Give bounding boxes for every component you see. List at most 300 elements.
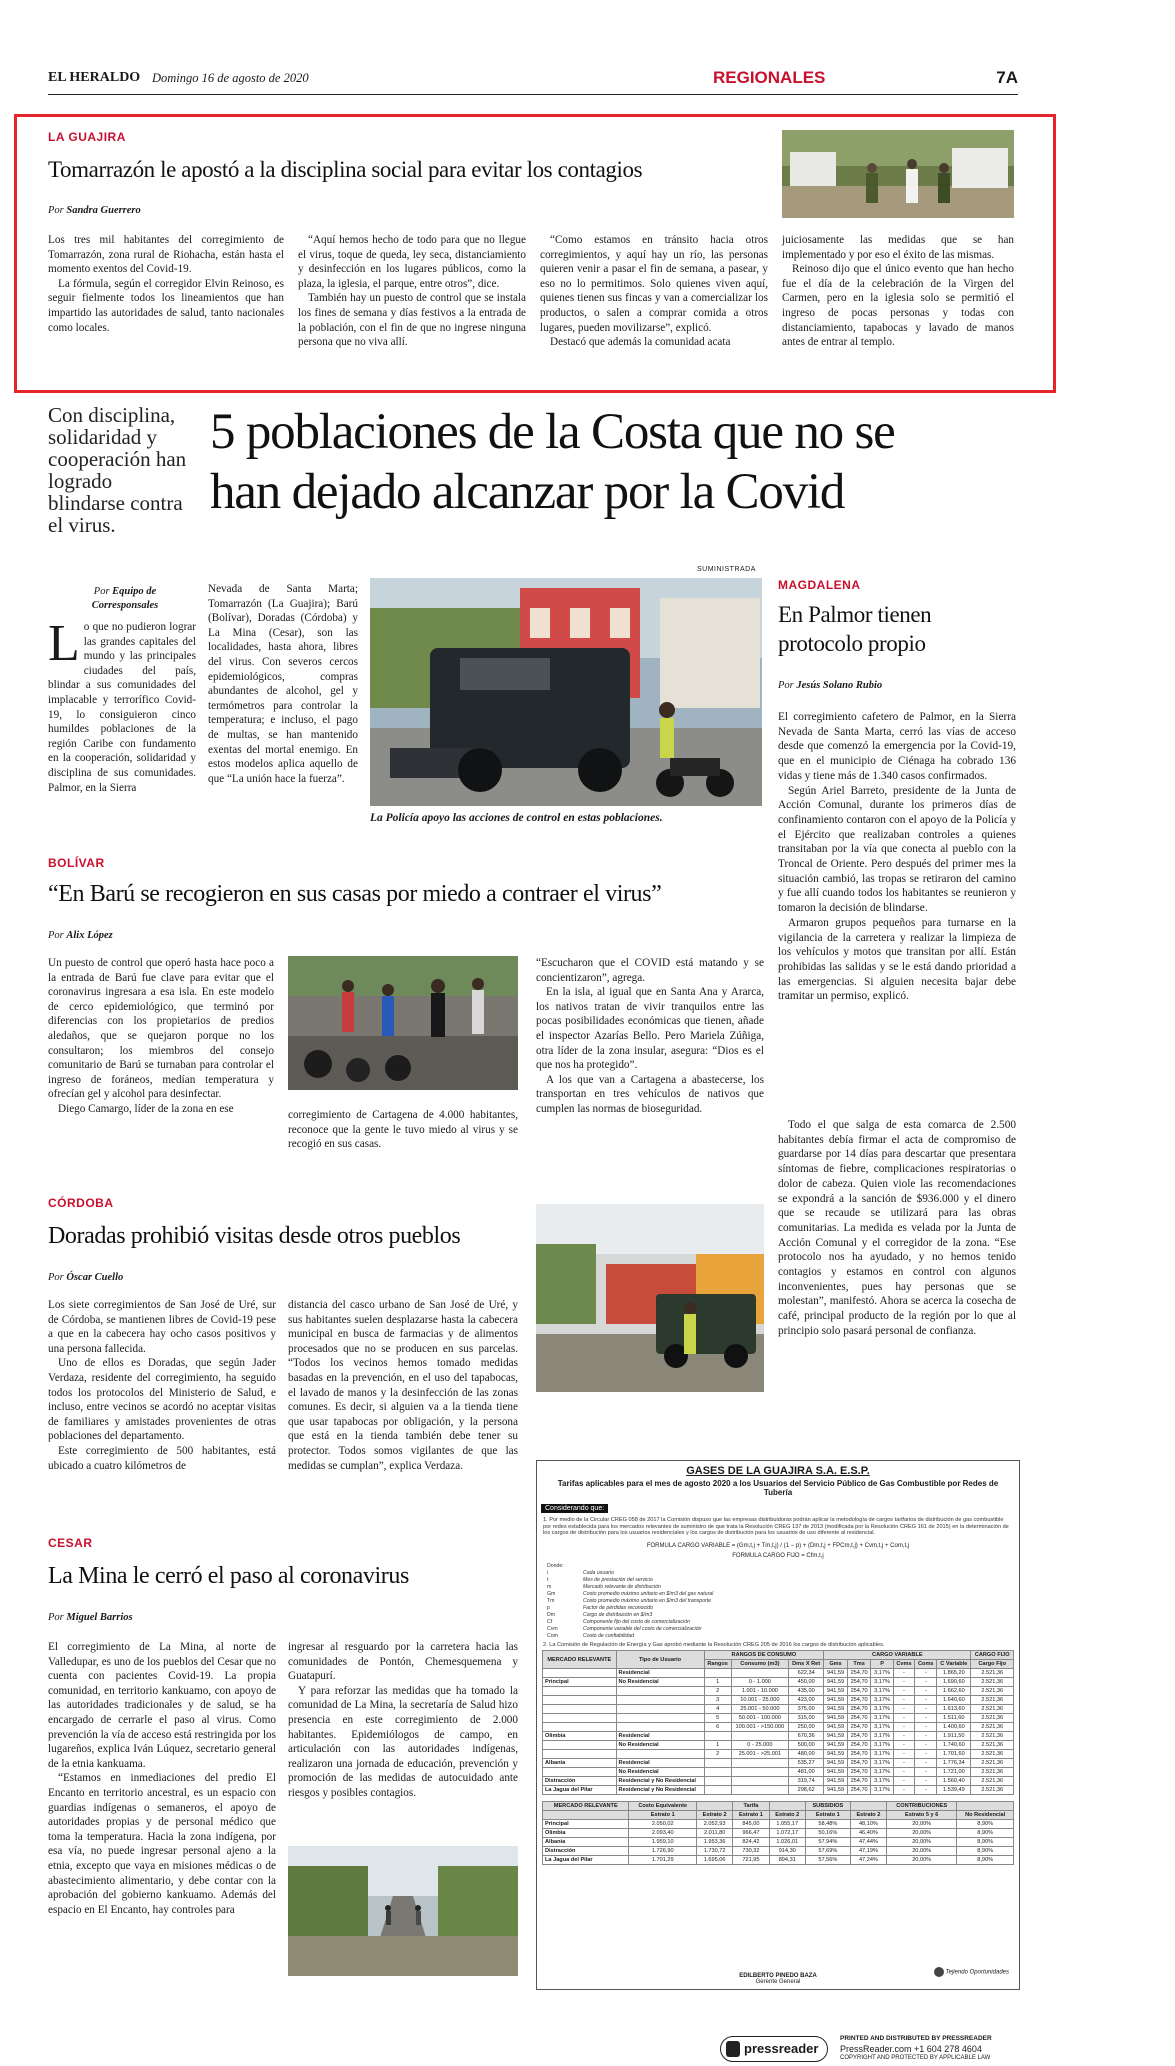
table-cell: Principal bbox=[543, 1820, 629, 1829]
table-row bbox=[543, 1669, 1014, 1678]
table-cell: SUBSIDIOS bbox=[805, 1802, 850, 1811]
gas-subsidy-table bbox=[542, 1801, 1014, 1865]
th-rangos: RANGOS DE CONSUMO bbox=[704, 1651, 824, 1660]
table-cell: Estrato 1 bbox=[733, 1811, 769, 1820]
table-cell: 941,59 bbox=[824, 1687, 848, 1696]
table-cell: 3,17% bbox=[871, 1732, 893, 1741]
table-cell: Estrato 2 bbox=[850, 1811, 886, 1820]
table-cell: 1.662,60 bbox=[937, 1687, 971, 1696]
th-cf: Cargo Fijo bbox=[971, 1660, 1014, 1669]
pressreader-icon bbox=[726, 2041, 740, 2057]
table-row bbox=[543, 1820, 1014, 1829]
guajira-headline: Tomarrazón le apostó a la disciplina social para evitar los contagios bbox=[48, 157, 643, 182]
baru-col-2 bbox=[288, 1108, 518, 1152]
baru-byline bbox=[48, 930, 113, 941]
pressreader-brand: pressreader bbox=[744, 2041, 819, 2056]
table-cell: 450,00 bbox=[789, 1678, 824, 1687]
table-cell: 894,31 bbox=[769, 1856, 805, 1865]
gas-var-symbol: Com bbox=[547, 1632, 558, 1639]
table-cell: No Residencial bbox=[616, 1741, 704, 1750]
table-cell: 1.690,60 bbox=[937, 1678, 971, 1687]
masthead-rule bbox=[48, 94, 1018, 95]
guajira-section-label: LA GUAJIRA bbox=[48, 130, 126, 144]
table-cell: 3,17% bbox=[871, 1741, 893, 1750]
gas-var-symbol: Cf bbox=[547, 1618, 553, 1625]
table-cell: - bbox=[915, 1696, 937, 1705]
paragraph: Según Ariel Barreto, presidente de la Junta de Acción Comunal, durante los primeros días de confinamiento contaron con el apoyo de la Policía y el Ejército que realizaban controles a quienes transitaban por la vía que conecta al pueblo con la Troncal de Oriente. Pero después del primer mes la situación cambió, las tropas se retiraron del camino y fue allí cuando todos los habitantes se reunieron y tomaron la decisión de blindarse. bbox=[778, 784, 1016, 915]
paragraph: ingresar al resguardo por la carretera hacia las comunidades de Pontón, Chemesquemena y Guatapurí. bbox=[288, 1641, 518, 1683]
main-byline bbox=[60, 585, 190, 613]
table-cell: La Jagua del Pilar bbox=[543, 1856, 629, 1865]
table-cell: 1.865,20 bbox=[937, 1669, 971, 1678]
lamina-headline: La Mina le cerró el paso al coronavirus bbox=[48, 1563, 409, 1589]
table-cell: 2.093,40 bbox=[629, 1829, 697, 1838]
table-cell: 1.721,00 bbox=[937, 1768, 971, 1777]
paragraph: Y para reforzar las medidas que ha tomado la comunidad de La Mina, la secretaría de Salud hizo presencia en este corregimiento de 2.000 habitantes. Epidemiólogos de campo, en articulación con las autoridades indígenas, realizaron una jornada de educación, prevención y promoción de las medidas de autocuidado ante riesgos y posibles contagios. bbox=[288, 1684, 518, 1799]
lamina-col-2 bbox=[288, 1640, 518, 1801]
paragraph: distancia del casco urbano de San José de Uré, y sus habitantes suelen desplazarse hasta la cabecera municipal en busca de farmacias y de alimentos procesados que no se producen en sus parcelas. “Todos los vecinos hemos tomado medidas basadas en la prevención, en el uso del tapabocas, el lavado de manos y la desinfección de las zonas comunes. Es decir, si alguien va a la tienda tiene que usar tapabocas por obligación, y la persona que está en la tienda también debe tener su protector. Todos somos vigilantes de que las medidas se cumplan”, explica Verdaza. bbox=[288, 1299, 518, 1472]
table-cell: - bbox=[915, 1786, 937, 1795]
byline-prefix: Por bbox=[778, 680, 794, 691]
table-cell: 315,00 bbox=[789, 1714, 824, 1723]
table-cell: 2.521,36 bbox=[971, 1705, 1014, 1714]
gas-var bbox=[547, 1633, 1009, 1640]
table-cell: 1.730,72 bbox=[697, 1847, 733, 1856]
table-cell: Olimbia bbox=[543, 1732, 617, 1741]
palmor-section-label: MAGDALENA bbox=[778, 578, 861, 592]
table-cell: 3,17% bbox=[871, 1750, 893, 1759]
table-cell bbox=[616, 1696, 704, 1705]
gas-logo-text: Tejiendo Oportunidades bbox=[945, 1969, 1009, 1976]
table-cell: La Jagua del Pilar bbox=[543, 1786, 617, 1795]
table-cell bbox=[543, 1669, 617, 1678]
table-cell bbox=[731, 1759, 788, 1768]
table-cell: 8,90% bbox=[957, 1847, 1014, 1856]
table-cell: 1.001 - 10.000 bbox=[731, 1687, 788, 1696]
gas-title: GASES DE LA GUAJIRA S.A. E.S.P. bbox=[686, 1465, 870, 1477]
paragraph: “Estamos en inmediaciones del predio El Encanto en territorio ancestral, es un espacio con guardias indígenas o semaneros, el apoyo de autoridades propias y de personal médico que toma la temperatura. Hacia la zona indígena, por esa vía, no puede ingresar personal ajeno a la etnia, excepto que vaya en misiones médicas o de abastecimiento alimentario, y debe contar con la aprobación del gobierno kankuamo. Además del espacio en El Encanto, hay controles para bbox=[48, 1772, 276, 1916]
table-cell bbox=[543, 1750, 617, 1759]
table-cell bbox=[731, 1768, 788, 1777]
dropcap: L bbox=[48, 615, 80, 672]
palmor-body-top bbox=[778, 710, 1016, 1004]
table-cell: - bbox=[915, 1669, 937, 1678]
table-cell: 1.560,40 bbox=[937, 1777, 971, 1786]
table-cell: 48,10% bbox=[850, 1820, 886, 1829]
table-cell: 3,17% bbox=[871, 1705, 893, 1714]
table-cell: 941,59 bbox=[824, 1750, 848, 1759]
paragraph: La fórmula, según el corregidor Elvin Reinoso, es seguir fielmente todos los lineamientos que han impartido las autoridades de salud, tanto nacionales como locales. bbox=[48, 277, 284, 334]
section-name: REGIONALES bbox=[713, 68, 826, 87]
gas-paragraph-1: 1. Por medio de la Circular CREG 058 de 2017 la Comisión dispuso que las empresas distribuidoras podrán aplicar la metodología de cargos tarifarios de distribución de gas combustible por redes establecida para los mercados relevantes de suministro de que trata la Resolución CREG 137 de 2013 (modificada por la Resolución CREG 161 de 2015) en la determinación de los cargos de distribución para los usuarios residenciales y los cargos de distribución para los usuarios de uso diferente al residencial. bbox=[543, 1517, 1009, 1537]
table-cell: Residencial bbox=[616, 1732, 704, 1741]
gas-var-desc: Componente variable del costo de comercialización bbox=[583, 1625, 702, 1632]
paragraph: También hay un puesto de control que se instala los fines de semana y días festivos a la entrada de la población, con el fin de que no ingrese ninguna persona que no viva allí. bbox=[298, 292, 526, 349]
table-cell: 1.400,60 bbox=[937, 1723, 971, 1732]
paragraph: Todo el que salga de esta comarca de 2.500 habitantes debía firmar el acta de compromiso de guardarse por 14 días para descartar que presentara síntomas de fiebre, complicaciones respiratorias o dolor de cabeza. Quien viole las recomendaciones se expondrá a la sanción de $936.000 y el dinero que se recaude se utilizará para las obras comunitarias. La medida es velada por la Junta de Acción Comunal y el corregidor de la zona. “Ese protocolo nos ha ayudado, y no hemos tenido contagios y estamos en control con algunos inconvenientes, pues hay personas que se molestan”, manifestó. Ahora se acerca la cosecha de café, principal producto de la región por lo que al principio solo pasará personal de confianza. bbox=[778, 1119, 1016, 1337]
table-cell: 2.521,36 bbox=[971, 1714, 1014, 1723]
table-cell: 966,47 bbox=[733, 1829, 769, 1838]
gas-table-body bbox=[543, 1669, 1014, 1795]
table-cell bbox=[616, 1714, 704, 1723]
paragraph: Diego Camargo, líder de la zona en ese bbox=[58, 1102, 234, 1115]
table-cell: 670,36 bbox=[789, 1732, 824, 1741]
gas-logo bbox=[934, 1967, 1009, 1977]
palmor-author: Jesús Solano Rubio bbox=[796, 680, 883, 691]
byline-prefix: Por bbox=[48, 1612, 64, 1623]
doradas-byline bbox=[48, 1272, 123, 1283]
table-cell: 8,90% bbox=[957, 1820, 1014, 1829]
gas-var-desc: Mes de prestación del servicio bbox=[583, 1576, 653, 1583]
table-cell: Estrato 2 bbox=[697, 1811, 733, 1820]
baru-headline: “En Barú se recogieron en sus casas por miedo a contraer el virus” bbox=[48, 881, 662, 907]
table-cell: 1.640,60 bbox=[937, 1696, 971, 1705]
table-cell: 1.740,60 bbox=[937, 1741, 971, 1750]
newspaper-name: EL HERALDO bbox=[48, 70, 141, 85]
table-cell bbox=[850, 1802, 886, 1811]
palmor-byline bbox=[778, 680, 882, 691]
table-cell: 298,62 bbox=[789, 1786, 824, 1795]
table-cell: - bbox=[915, 1768, 937, 1777]
main-photo-caption: La Policía apoyo las acciones de control en estas poblaciones. bbox=[370, 812, 663, 824]
table-cell: 254,70 bbox=[847, 1777, 871, 1786]
table-cell bbox=[697, 1802, 733, 1811]
table-row bbox=[543, 1777, 1014, 1786]
main-headline bbox=[210, 402, 1030, 522]
table-cell: 58,48% bbox=[805, 1820, 850, 1829]
table-cell: 254,70 bbox=[847, 1714, 871, 1723]
paragraph: Nevada de Santa Marta; Tomarrazón (La Guajira); Barú (Bolívar), Doradas (Córdoba) y La Mina (Cesar), son las localidades, hasta ahora, libres del virus. Con severos cercos epidemiológicos, compras abundantes de alcohol, gel y termómetros para controlar la temperatura; e incluso, el pago de multas, se han mantenido exentas del mortal enemigo. En estos modelos aplica aquello de que “La unión hace la fuerza”. bbox=[208, 583, 358, 785]
table-cell: 47,44% bbox=[850, 1838, 886, 1847]
table-cell: Distracción bbox=[543, 1777, 617, 1786]
table-cell: 730,32 bbox=[733, 1847, 769, 1856]
table-cell: Estrato 5 y 6 bbox=[887, 1811, 957, 1820]
table-cell bbox=[731, 1777, 788, 1786]
table-row bbox=[543, 1714, 1014, 1723]
guajira-author: Sandra Guerrero bbox=[66, 205, 141, 216]
table-cell bbox=[731, 1669, 788, 1678]
table-cell bbox=[704, 1669, 731, 1678]
gas-subsidy-body bbox=[543, 1802, 1014, 1865]
lamina-author: Miguel Barrios bbox=[66, 1612, 133, 1623]
table-cell: Estrato 1 bbox=[629, 1811, 697, 1820]
gas-var-symbol: p bbox=[547, 1604, 550, 1611]
table-cell: 1.701,29 bbox=[629, 1856, 697, 1865]
paragraph: “Escucharon que el COVID está matando y se concientizaron”, agrega. bbox=[536, 957, 764, 984]
th-consumo: Consumo (m3) bbox=[731, 1660, 788, 1669]
table-cell bbox=[543, 1714, 617, 1723]
table-cell: Residencial bbox=[616, 1759, 704, 1768]
table-cell: 435,00 bbox=[789, 1687, 824, 1696]
doradas-col-2 bbox=[288, 1298, 518, 1473]
paragraph: Este corregimiento de 500 habitantes, está ubicado a cuatro kilómetros de bbox=[48, 1444, 276, 1472]
table-cell: - bbox=[893, 1714, 915, 1723]
table-cell: 2.050,02 bbox=[629, 1820, 697, 1829]
th-coms: Coms bbox=[915, 1660, 937, 1669]
gas-var-symbol: Dm bbox=[547, 1611, 556, 1618]
gas-vars-list bbox=[547, 1570, 1009, 1640]
table-row bbox=[543, 1750, 1014, 1759]
issue-date: Domingo 16 de agosto de 2020 bbox=[152, 71, 309, 85]
table-cell: 20,00% bbox=[887, 1820, 957, 1829]
table-cell: 3,17% bbox=[871, 1759, 893, 1768]
table-cell: 845,00 bbox=[733, 1820, 769, 1829]
table-cell: 3,17% bbox=[871, 1714, 893, 1723]
gas-tariff-notice bbox=[536, 1460, 1020, 1990]
table-cell: 1.726,90 bbox=[629, 1847, 697, 1856]
gas-considering-label: Considerando que: bbox=[541, 1504, 608, 1513]
gas-var-symbol: Cvm bbox=[547, 1625, 558, 1632]
table-cell: 2.521,36 bbox=[971, 1696, 1014, 1705]
main-photo bbox=[370, 578, 762, 806]
table-cell: 20,00% bbox=[887, 1829, 957, 1838]
table-cell: 2.521,36 bbox=[971, 1750, 1014, 1759]
table-cell: 1.613,60 bbox=[937, 1705, 971, 1714]
table-cell: 2.521,36 bbox=[971, 1741, 1014, 1750]
lamina-photo bbox=[288, 1846, 518, 1976]
table-cell: 2.521,36 bbox=[971, 1669, 1014, 1678]
table-cell: 254,70 bbox=[847, 1678, 871, 1687]
table-row bbox=[543, 1705, 1014, 1714]
table-cell: 2.521,36 bbox=[971, 1732, 1014, 1741]
table-cell: 47,19% bbox=[850, 1847, 886, 1856]
table-cell: - bbox=[893, 1669, 915, 1678]
th-cargo-variable: CARGO VARIABLE bbox=[824, 1651, 971, 1660]
table-row bbox=[543, 1723, 1014, 1732]
table-cell: - bbox=[893, 1741, 915, 1750]
byline-prefix: Por bbox=[48, 930, 64, 941]
table-cell: Residencial y No Residencial bbox=[616, 1786, 704, 1795]
guajira-photo bbox=[782, 130, 1014, 218]
paragraph: A los que van a Cartagena a abastecerse, los transportan en tres vehículos de nativos que cumplen las normas de bioseguridad. bbox=[536, 1073, 764, 1115]
baru-author: Alix López bbox=[66, 930, 113, 941]
guajira-col-1 bbox=[48, 233, 284, 335]
doradas-col-1 bbox=[48, 1298, 276, 1473]
byline-prefix: Por bbox=[48, 205, 64, 216]
pressreader-line-2: PressReader.com +1 604 278 4604 bbox=[840, 2044, 982, 2054]
table-cell: 47,24% bbox=[850, 1856, 886, 1865]
table-cell: 254,70 bbox=[847, 1786, 871, 1795]
table-cell: 2.521,36 bbox=[971, 1768, 1014, 1777]
gas-var bbox=[547, 1605, 1009, 1612]
table-cell bbox=[704, 1732, 731, 1741]
table-cell: 2 bbox=[704, 1750, 731, 1759]
byline-prefix: Por bbox=[48, 1272, 64, 1283]
table-cell bbox=[704, 1768, 731, 1777]
paragraph: o que no pudieron lograr las grandes capitales del mundo y las principales ciudades del país, blindar a sus comunidades del implacable y terrorífico Covid-19, lo consiguieron cinco humildes poblaciones de la región Caribe con fundamento en la cooperación, solidaridad y disciplina de sus comunidades. Palmor, en la Sierra bbox=[48, 621, 196, 794]
baru-col-3 bbox=[536, 956, 764, 1117]
table-row bbox=[543, 1678, 1014, 1687]
table-cell: - bbox=[915, 1678, 937, 1687]
table-cell: 941,59 bbox=[824, 1705, 848, 1714]
gas-logo-icon bbox=[934, 1967, 944, 1977]
table-cell: - bbox=[893, 1723, 915, 1732]
pressreader-line-3: COPYRIGHT AND PROTECTED BY APPLICABLE LAW bbox=[840, 2055, 991, 2061]
paragraph: El corregimiento cafetero de Palmor, en la Sierra Nevada de Santa Marta, cerró las vías de acceso desde que comenzó la emergencia por la Covid-19, que en el municipio de Ciénaga ha cobrado 136 vidas y tiene más de 1.340 casos confirmados. bbox=[778, 711, 1016, 782]
table-cell: 8,90% bbox=[957, 1856, 1014, 1865]
table-cell bbox=[616, 1750, 704, 1759]
table-cell: 3,17% bbox=[871, 1768, 893, 1777]
gas-var bbox=[547, 1612, 1009, 1619]
table-cell bbox=[616, 1705, 704, 1714]
table-cell: Tarifa bbox=[733, 1802, 769, 1811]
table-cell: - bbox=[893, 1786, 915, 1795]
paragraph: “Aquí hemos hecho de todo para que no llegue el virus, toque de queda, ley seca, distanciamiento y desinfección en los lugares públicos, como la plaza, la iglesia, el parque, entre otros”, dice. bbox=[298, 234, 526, 290]
table-cell: 57,69% bbox=[805, 1847, 850, 1856]
table-cell: Estrato 2 bbox=[769, 1811, 805, 1820]
main-col-1 bbox=[48, 615, 196, 795]
table-header-row bbox=[543, 1811, 1014, 1820]
byline-prefix: Por bbox=[93, 586, 110, 597]
table-cell: 2.521,36 bbox=[971, 1678, 1014, 1687]
table-cell: 1.511,60 bbox=[937, 1714, 971, 1723]
table-cell: 941,59 bbox=[824, 1732, 848, 1741]
table-cell bbox=[543, 1705, 617, 1714]
table-cell bbox=[543, 1687, 617, 1696]
table-cell: CONTRIBUCIONES bbox=[887, 1802, 957, 1811]
table-cell: - bbox=[893, 1678, 915, 1687]
paragraph: Los siete corregimientos de San José de Uré, sur de Córdoba, se mantienen libres de Covid-19 pese a que en la cabecera hay ocho casos positivos y una persona fallecida. bbox=[48, 1299, 276, 1355]
gas-var-symbol: i bbox=[547, 1569, 549, 1576]
table-cell: 1.072,17 bbox=[769, 1829, 805, 1838]
table-cell bbox=[704, 1786, 731, 1795]
th-rango: Rangos bbox=[704, 1660, 731, 1669]
baru-photo bbox=[288, 956, 518, 1090]
table-cell: - bbox=[893, 1705, 915, 1714]
table-cell: 254,70 bbox=[847, 1723, 871, 1732]
table-cell: 824,42 bbox=[733, 1838, 769, 1847]
table-cell: 2 bbox=[704, 1687, 731, 1696]
gas-var bbox=[547, 1598, 1009, 1605]
gas-var-desc: Costo promedio máximo unitario en $/m3 del transporte bbox=[583, 1597, 712, 1604]
gas-var-desc: Mercado relevante de distribución bbox=[583, 1583, 661, 1590]
table-row bbox=[543, 1696, 1014, 1705]
table-cell: 4 bbox=[704, 1705, 731, 1714]
table-cell: 3,17% bbox=[871, 1777, 893, 1786]
table-cell: 20,00% bbox=[887, 1847, 957, 1856]
paragraph: Destacó que además la comunidad acata bbox=[550, 336, 731, 349]
table-cell: 2.521,36 bbox=[971, 1759, 1014, 1768]
table-cell: 250,00 bbox=[789, 1723, 824, 1732]
table-cell: 50.001 - 100.000 bbox=[731, 1714, 788, 1723]
table-cell: 8,90% bbox=[957, 1829, 1014, 1838]
table-cell: - bbox=[893, 1687, 915, 1696]
table-cell: MERCADO RELEVANTE bbox=[543, 1802, 629, 1811]
table-cell: 1 bbox=[704, 1741, 731, 1750]
table-cell: - bbox=[915, 1714, 937, 1723]
table-cell: 3,17% bbox=[871, 1687, 893, 1696]
gas-footer bbox=[543, 1969, 1013, 1985]
paragraph: Armaron grupos pequeños para turnarse en la vigilancia de la carretera y realizar la limpieza de los vehículos y motos que transitan por allí. Están prohibidas las salidas y se le está dando prioridad a las emergencias. Si alguien necesita bajar debe tramitar un permiso, explicó. bbox=[778, 916, 1016, 1003]
doradas-section-label: CÓRDOBA bbox=[48, 1196, 114, 1210]
table-cell: 5 bbox=[704, 1714, 731, 1723]
gas-var-desc: Cargo de distribución en $/m3 bbox=[583, 1611, 653, 1618]
table-cell: 3,17% bbox=[871, 1786, 893, 1795]
table-cell: - bbox=[893, 1696, 915, 1705]
table-cell: Olimbia bbox=[543, 1829, 629, 1838]
table-cell bbox=[543, 1741, 617, 1750]
table-cell: 2.521,36 bbox=[971, 1777, 1014, 1786]
main-headline-line-1: 5 poblaciones de la Costa que no se bbox=[210, 404, 895, 460]
paragraph: “Como estamos en tránsito hacia otros corregimientos, y aquí hay un río, las personas quieren venir a pasar el fin de semana, a pasear, y eso no lo permitimos. Solo quienes viven aquí, quienes tienen sus fincas y van a comercializar los productos, o salen a comprar comida a otros lugares, pueden movilizarse”, explicó. bbox=[540, 234, 768, 334]
table-cell: 941,59 bbox=[824, 1777, 848, 1786]
th-gms: Gms bbox=[824, 1660, 848, 1669]
table-cell: 3,17% bbox=[871, 1678, 893, 1687]
table-cell bbox=[957, 1802, 1014, 1811]
table-cell: 319,74 bbox=[789, 1777, 824, 1786]
page-number: 7A bbox=[996, 68, 1018, 87]
baru-section-label: BOLÍVAR bbox=[48, 856, 105, 870]
table-cell: 721,95 bbox=[733, 1856, 769, 1865]
table-cell: Albania bbox=[543, 1838, 629, 1847]
table-cell: 254,70 bbox=[847, 1669, 871, 1678]
table-row bbox=[543, 1838, 1014, 1847]
table-cell: 941,59 bbox=[824, 1741, 848, 1750]
table-cell bbox=[616, 1687, 704, 1696]
paragraph: Los tres mil habitantes del corregimiento de Tomarrazón, zona rural de Riohacha, están hasta el momento exentos del Covid-19. bbox=[48, 234, 284, 276]
table-cell: 1 bbox=[704, 1678, 731, 1687]
paragraph: juiciosamente las medidas que se han implementado y por eso el éxito de las mismas. bbox=[782, 234, 1014, 261]
guajira-col-2 bbox=[298, 233, 526, 350]
main-kicker: Con disciplina, solidaridad y cooperación han logrado blindarse contra el virus. bbox=[48, 403, 187, 537]
table-cell: 254,70 bbox=[847, 1741, 871, 1750]
table-cell: 2.521,36 bbox=[971, 1723, 1014, 1732]
table-cell: Principal bbox=[543, 1678, 617, 1687]
table-cell bbox=[769, 1802, 805, 1811]
table-cell: 57,56% bbox=[805, 1856, 850, 1865]
main-col-2 bbox=[208, 582, 358, 786]
table-cell: 941,59 bbox=[824, 1768, 848, 1777]
table-cell: 254,70 bbox=[847, 1759, 871, 1768]
table-cell: 254,70 bbox=[847, 1687, 871, 1696]
table-cell: No Residencial bbox=[957, 1811, 1014, 1820]
table-cell bbox=[731, 1786, 788, 1795]
table-cell: - bbox=[915, 1759, 937, 1768]
table-row bbox=[543, 1741, 1014, 1750]
table-cell: 1.911,50 bbox=[937, 1732, 971, 1741]
table-cell: 2.011,80 bbox=[697, 1829, 733, 1838]
main-headline-line-2: han dejado alcanzar por la Covid bbox=[210, 464, 845, 520]
table-cell: Residencial bbox=[616, 1669, 704, 1678]
gas-signer-name: EDILBERTO PINEDO BAZA bbox=[739, 1973, 817, 1979]
table-cell: 50,16% bbox=[805, 1829, 850, 1838]
table-cell: - bbox=[915, 1777, 937, 1786]
table-cell bbox=[543, 1811, 629, 1820]
th-tipo: Tipo de Usuario bbox=[616, 1651, 704, 1669]
table-row bbox=[543, 1759, 1014, 1768]
lamina-byline bbox=[48, 1612, 133, 1623]
table-row bbox=[543, 1687, 1014, 1696]
table-cell: 6 bbox=[704, 1723, 731, 1732]
table-cell: 941,59 bbox=[824, 1759, 848, 1768]
table-cell: No Residencial bbox=[616, 1678, 704, 1687]
table-cell: 622,34 bbox=[789, 1669, 824, 1678]
pressreader-logo bbox=[720, 2036, 828, 2062]
gas-var-symbol: t bbox=[547, 1576, 549, 1583]
table-cell: 2.521,36 bbox=[971, 1687, 1014, 1696]
gas-var-desc: Costo de confiabilidad bbox=[583, 1632, 635, 1639]
paragraph: Reinoso dijo que el único evento que han hecho fue el día de la celebración de la Virgen del Carmen, pero en la iglesia solo se permitió el ingreso de pocas personas y todas con distanciamiento, tapabocas y lavado de manos antes de entrar al templo. bbox=[782, 263, 1014, 349]
gas-var-symbol: Tm bbox=[547, 1597, 555, 1604]
table-cell: 3 bbox=[704, 1696, 731, 1705]
guajira-col-4 bbox=[782, 233, 1014, 350]
th-p: P bbox=[871, 1660, 893, 1669]
gas-var bbox=[547, 1577, 1009, 1584]
table-cell: - bbox=[915, 1687, 937, 1696]
lamina-section-label: CESAR bbox=[48, 1536, 93, 1550]
table-cell: 375,00 bbox=[789, 1705, 824, 1714]
table-cell: 254,70 bbox=[847, 1768, 871, 1777]
